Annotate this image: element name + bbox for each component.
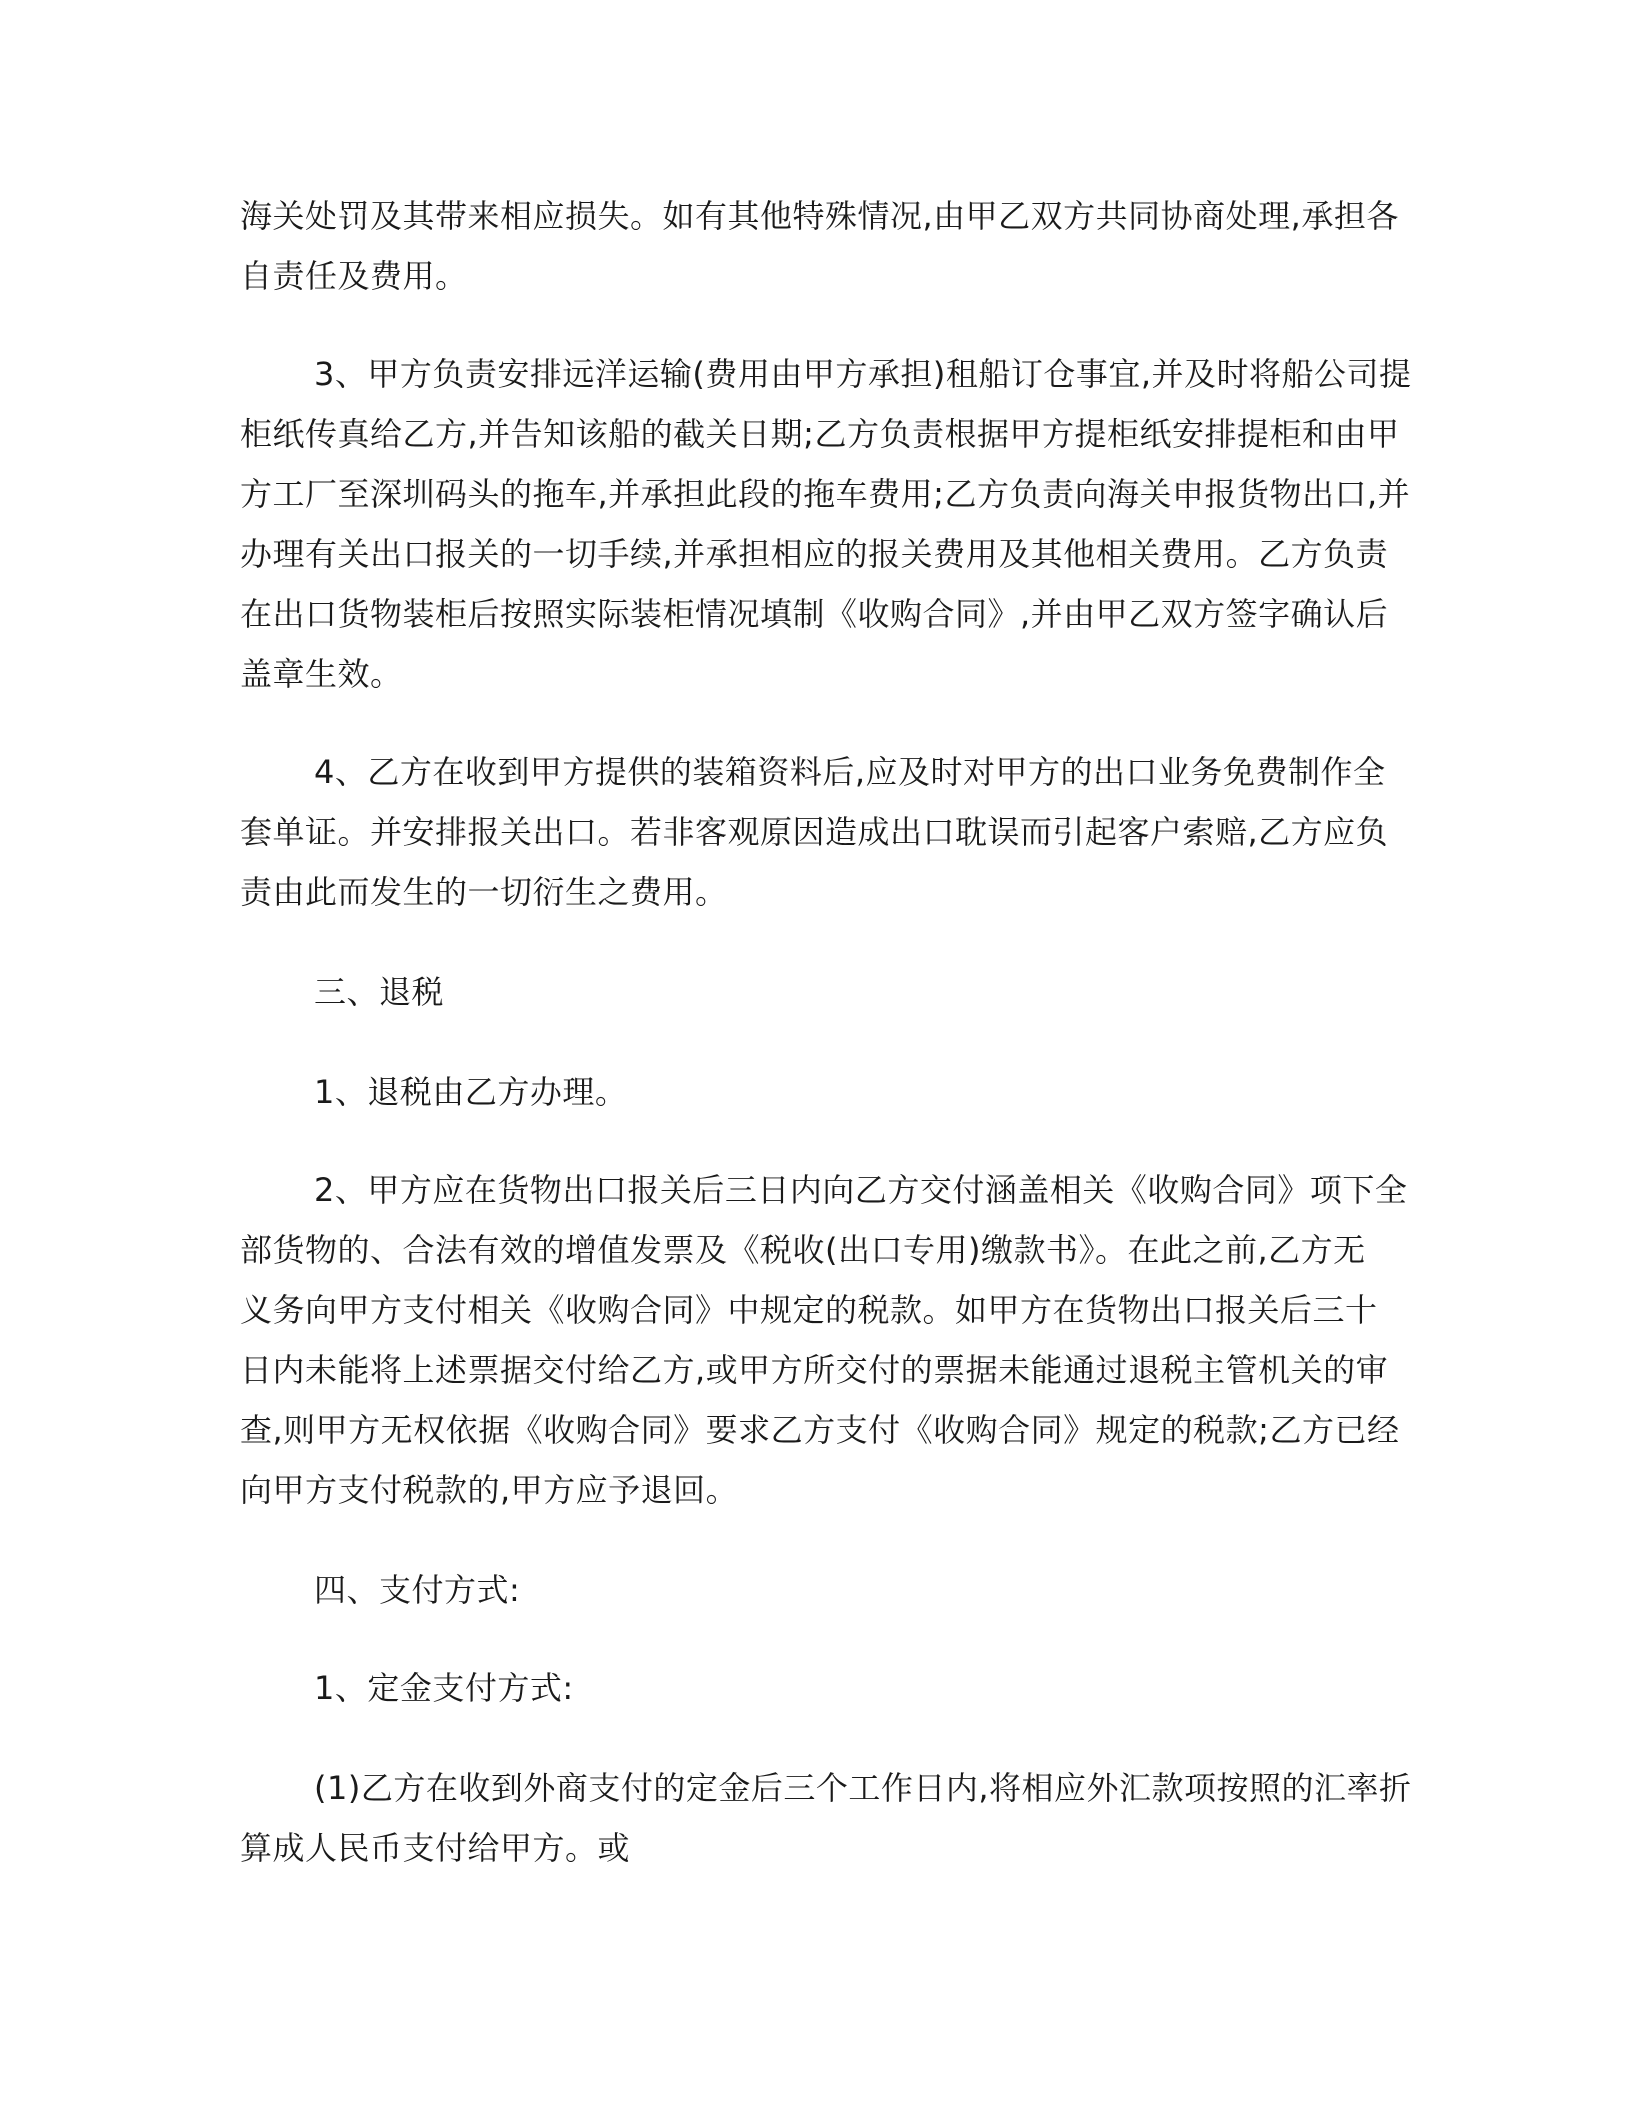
text-line: 算成人民币支付给甲方。或 <box>240 1829 631 1867</box>
text-line: 套单证。并安排报关出口。若非客观原因造成出口耽误而引起客户索赔,乙方应负 <box>240 813 1389 851</box>
text-line: 方工厂至深圳码头的拖车,并承担此段的拖车费用;乙方负责向海关申报货物出口,并 <box>240 475 1411 513</box>
text-line: 义务向甲方支付相关《收购合同》中规定的税款。如甲方在货物出口报关后三十 <box>240 1291 1378 1329</box>
section-heading: 三、退税 <box>314 973 445 1011</box>
text-line: 部货物的、合法有效的增值发票及《税收(出口专用)缴款书》。在此之前,乙方无 <box>240 1231 1366 1269</box>
text-line: 盖章生效。 <box>240 655 403 693</box>
text-line: 向甲方支付税款的,甲方应予退回。 <box>240 1471 739 1509</box>
paragraph-line: 1、定金支付方式: <box>314 1669 574 1707</box>
paragraph-line: (1)乙方在收到外商支付的定金后三个工作日内,将相应外汇款项按照的汇率折 <box>314 1769 1412 1807</box>
paragraph-line: 1、退税由乙方办理。 <box>314 1073 628 1111</box>
paragraph-line: 4、乙方在收到甲方提供的装箱资料后,应及时对甲方的出口业务免费制作全 <box>314 753 1386 791</box>
section-heading: 四、支付方式: <box>314 1571 521 1609</box>
text-line: 海关处罚及其带来相应损失。如有其他特殊情况,由甲乙双方共同协商处理,承担各 <box>240 197 1399 235</box>
text-line: 责由此而发生的一切衍生之费用。 <box>240 873 728 911</box>
paragraph-line: 2、甲方应在货物出口报关后三日内向乙方交付涵盖相关《收购合同》项下全 <box>314 1171 1408 1209</box>
text-line: 查,则甲方无权依据《收购合同》要求乙方支付《收购合同》规定的税款;乙方已经 <box>240 1411 1400 1449</box>
text-line: 日内未能将上述票据交付给乙方,或甲方所交付的票据未能通过退税主管机关的审 <box>240 1351 1389 1389</box>
text-line: 柜纸传真给乙方,并告知该船的截关日期;乙方负责根据甲方提柜纸安排提柜和由甲 <box>240 415 1400 453</box>
text-line: 在出口货物装柜后按照实际装柜情况填制《收购合同》,并由甲乙双方签字确认后 <box>240 595 1389 633</box>
text-line: 办理有关出口报关的一切手续,并承担相应的报关费用及其他相关费用。乙方负责 <box>240 535 1389 573</box>
text-line: 自责任及费用。 <box>240 257 468 295</box>
paragraph-line: 3、甲方负责安排远洋运输(费用由甲方承担)租船订仓事宜,并及时将船公司提 <box>314 355 1412 393</box>
